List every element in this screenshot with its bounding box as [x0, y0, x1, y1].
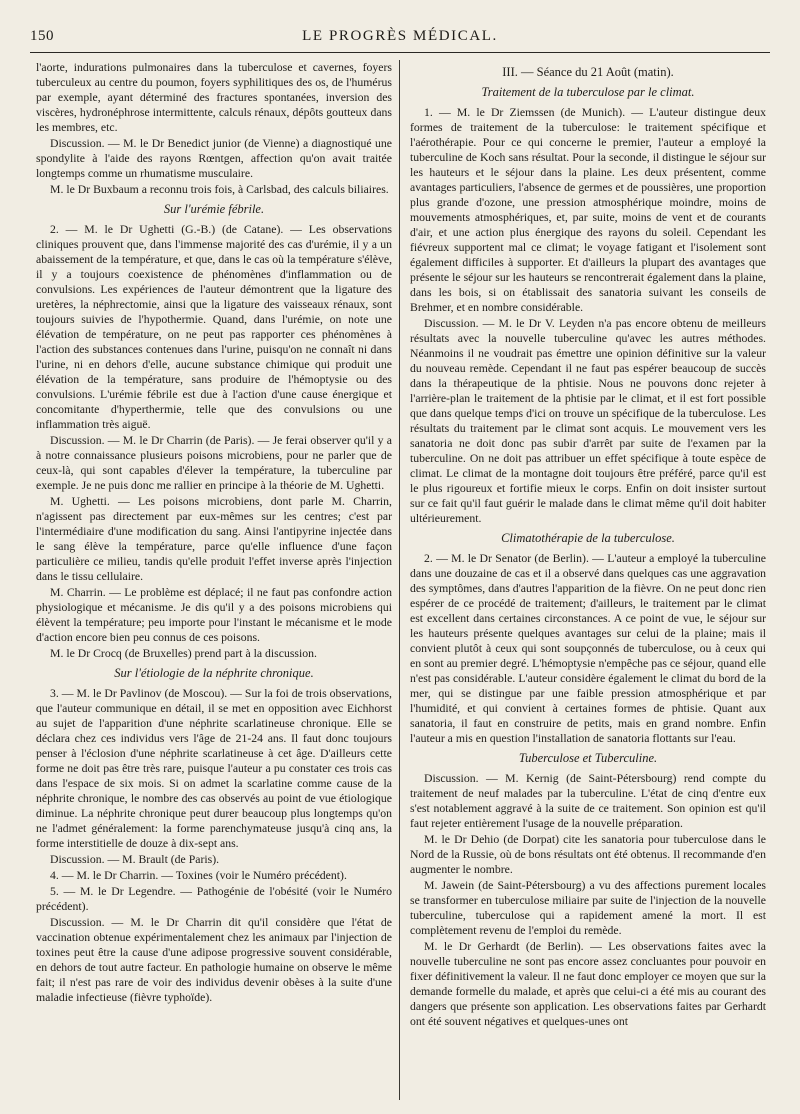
- paragraph: M. le Dr Dehio (de Dorpat) cite les sanatoria pour tuberculose dans le Nord de la Russie, où de bons résultats ont été obtenus. Il recommande d'en augmenter le nombre.: [410, 833, 766, 876]
- paragraph: M. Jawein (de Saint-Pétersbourg) a vu des affections purement locales se transformer en tuberculose miliaire par suite de l'injection de la nouvelle tuberculine, tuberculose qui a rapidement amené la mort. Il est complètement revenu de l'emploi du remède.: [410, 879, 766, 937]
- page-header: [30, 24, 770, 48]
- session-heading: III. — Séance du 21 Août (matin).: [502, 65, 674, 79]
- paragraph: Discussion. — M. Kernig (de Saint-Pétersbourg) rend compte du traitement de neuf malades par la tuberculine. L'état de cinq d'entre eux s'est notablement aggravé à la suite de ce traitement. Son opinion est qu'il faut rejeter entièrement l'usage de la nouvelle préparation.: [410, 772, 766, 830]
- paragraph: M. le Dr Crocq (de Bruxelles) prend part à la discussion.: [50, 647, 317, 660]
- page-number: 150: [30, 28, 54, 44]
- right-column: [410, 60, 766, 1100]
- column-divider: [399, 60, 400, 1100]
- paragraph: 1. — M. le Dr Ziemssen (de Munich). — L'auteur distingue deux formes de traitement de la tuberculose: le traitement spécifique et l'aérothérapie. Pour ce qui concerne le premier, l'auteur a employé la tuberculine de Koch sans résultat. Pour la seconde, il distingue le séjour sur les hauteurs et le séjour dans la plaine. Les deux présentent, comme avantages particuliers, l'absence de germes et de poussières, une proportion plus grande d'ozone, une pression atmosphérique moindre, moins de mouvements atmosphériques, et, par suite, moins de vent et de courants d'air, et une action plus énergique des rayons du soleil. Cependant les fiévreux supportent mal ce climat; le voyage fatigant et l'isolement sont également difficiles à supporter. Et d'ailleurs la plupart des avantages que présente le séjour sur les hauteurs se rencontrerait également dans la plaine, dans les bois, si on établissait des sanatoria suivant les conseils de Brehmer, et en nombre considérable.: [410, 106, 766, 314]
- paragraph: Discussion. — M. le Dr Charrin dit qu'il considère que l'état de vaccination obtenue expérimentalement chez les animaux par l'injection de toxines peut être la cause d'une adipose progressive souvent considérable, en dehors de tout autre facteur. En pathologie humaine on observe le même fait; il n'est pas rare de voir des individus devenir obèses à la suite d'une maladie infectieuse (fièvre typhoïde).: [36, 916, 392, 1004]
- paragraph: 2. — M. le Dr Ughetti (G.-B.) (de Catane). — Les observations cliniques prouvent que, dans l'immense majorité des cas d'urémie, il y a un abaissement de la température, et que, dans le cas où la température s'élève, il y a toujours coexistence de phénomènes d'inflammation ou de convulsions. Les expériences de l'auteur démontrent que la ligature des uretères, la néphrectomie, ainsi que la ligature des vaisseaux rénaux, sont toujours suivies de l'hypothermie. Quand, dans l'urémie, on note une élévation de température, on ne peut pas rapporter ces phénomènes à l'action des substances contenues dans l'urine, puisqu'on ne connaît ni dans l'urine, ni en dehors d'elle, aucune substance chimique qui produit une élévation de la température, sans produire de l'hémoptysie ou des convulsions. L'urémie fébrile est due à l'action d'une cause énergique et concomitante d'hyperthermie, telle que des convulsions ou une inflammation très aiguë.: [36, 223, 392, 431]
- paragraph: 4. — M. le Dr Charrin. — Toxines (voir le Numéro précédent).: [50, 869, 347, 882]
- paragraph: M. le Dr Gerhardt (de Berlin). — Les observations faites avec la nouvelle tuberculine ne sont pas encore assez concluantes pour pouvoir en fixer définitivement la valeur. Il ne faut donc employer ce moyen que sur la demande formelle du malade, et après que celui-ci a été mis au courant des dangers que présente son application. Les observations faites par Gerhardt ont été souvent négatives et quelques-unes ont: [410, 940, 766, 1028]
- section-heading: Climatothérapie de la tuberculose.: [501, 531, 675, 545]
- left-column: [36, 60, 392, 1100]
- paragraph: M. le Dr Buxbaum a reconnu trois fois, à Carlsbad, des calculs biliaires.: [50, 183, 389, 196]
- paragraph: Discussion. — M. Brault (de Paris).: [50, 853, 220, 866]
- paragraph: 2. — M. le Dr Senator (de Berlin). — L'auteur a employé la tuberculine dans une douzaine de cas et il a observé dans quelques cas une aggravation des symptômes, dans d'autres l'apparition de la fièvre. On ne peut donc rien espérer de ce procédé de traitement; d'ailleurs, le traitement par le climat est excellent dans certaines circonstances. A ce point de vue, le séjour sur les hauteurs présente quelques avantages sur celui de la plaine; mais il convient plutôt à ceux qui sont soupçonnés de tuberculose, ou à ceux qui en sont au premier degré. L'hémoptysie n'empêche pas ce séjour, quand elle n'est pas considérable. L'auteur considère également le climat du bord de la mer, qui se distingue par une faible pression atmosphérique et par l'humidité, et qui convient à certaines formes de phtisie. Quant aux sanatoria, il faut en construire de petits, mais en grand nombre. Enfin l'auteur a mis en question l'installation de sanatoria flottants sur l'eau.: [410, 552, 766, 745]
- journal-title: LE PROGRÈS MÉDICAL.: [302, 28, 498, 44]
- paragraph: Discussion. — M. le Dr V. Leyden n'a pas encore obtenu de meilleurs résultats avec la nouvelle tuberculine qu'avec les autres méthodes. Néanmoins il ne voudrait pas émettre une opinion définitive sur la valeur du nouveau remède. Cependant il ne faut pas espérer beaucoup de succès dans la thérapeutique de la phtisie. Nous ne pouvons donc rejeter à l'arrière-plan le traitement de la phtisie par le climat, et il est fort possible que dans quelque temps d'ici on trouve un spécifique de la tuberculose. Les résultats du traitement par le climat sont acquis. Le mouvement vers les sanatoria ne doit donc pas subir d'arrêt par suite de l'examen par la tuberculine. On ne doit pas attribuer un effet spécifique à toute espèce de climat. Le climat de la montagne doit toujours être préféré, parce qu'il est le plus rigoureux et fortifie mieux le corps. Enfin on doit insister surtout sur ce fait qu'il faut guérir le malade dans le climat même qu'il doit habiter ultérieurement.: [410, 317, 766, 525]
- header-rule: [30, 52, 770, 53]
- section-heading: Traitement de la tuberculose par le climat.: [481, 85, 695, 99]
- paragraph: M. Charrin. — Le problème est déplacé; il ne faut pas confondre action physiologique et mécanisme. Je dis qu'il y a des poisons microbiens qui élèvent la température; peu importe pour l'instant le mécanisme et le mode d'action encore bien peu connus de ces poisons.: [36, 586, 392, 644]
- section-heading: Tuberculose et Tuberculine.: [518, 751, 658, 765]
- paragraph: l'aorte, indurations pulmonaires dans la tuberculose et cavernes, foyers tuberculeux au centre du poumon, foyers syphilitiques des os, de l'humérus par exemple, ayant déterminé des fractures spontanées, inversion des viscères, hydronéphrose intermittente, calculs rénaux, dépôts goutteux dans les membres, etc.: [36, 61, 392, 134]
- paragraph: M. Ughetti. — Les poisons microbiens, dont parle M. Charrin, n'agissent pas directement par eux-mêmes sur les centres; c'est par l'intermédiaire d'une modification du sang. Ainsi l'antipyrine injectée dans le sang élève la température, parce qu'elle influence d'une façon particulière ce milieu, tandis qu'elle produit l'effet inverse après l'injection dans le tissu cellulaire.: [36, 495, 392, 583]
- paragraph: 3. — M. le Dr Pavlinov (de Moscou). — Sur la foi de trois observations, que l'auteur communique en détail, il se met en opposition avec Eichhorst au sujet de l'apparition d'une néphrite scarlatineuse chronique. Elle se déclara chez ces individus vers l'âge de 21-24 ans. Il faut donc toujours penser à l'éclosion d'une néphrite scarlatineuse à cet âge. D'ailleurs cette forme ne doit pas être très rare, puisque l'auteur a pu constater ces trois cas dans l'espace de six mois. Si on admet la scarlatine comme cause de la néphrite chronique, le nombre des cas observés au point de vue étiologique diminue. La néphrite chronique peut durer beaucoup plus longtemps qu'on ne l'admet généralement: la forme parenchymateuse jusqu'à cinq ans, la forme interstitielle de douze à dix-sept ans.: [36, 687, 392, 850]
- section-heading: Sur l'urémie fébrile.: [163, 202, 265, 216]
- paragraph: Discussion. — M. le Dr Charrin (de Paris). — Je ferai observer qu'il y a à notre connaissance plusieurs poisons microbiens, pour ne parler que de ceux-là, qui sont capables d'élever la température, la tuberculine par exemple. Je ne puis donc me rallier en principe à la théorie de M. Ughetti.: [36, 434, 392, 492]
- paragraph: 5. — M. le Dr Legendre. — Pathogénie de l'obésité (voir le Numéro précédent).: [36, 885, 392, 913]
- paragraph: Discussion. — M. le Dr Benedict junior (de Vienne) a diagnostiqué une spondylite à l'aide des rayons Rœntgen, affection qu'on avait traitée longtemps comme un rhumatisme musculaire.: [36, 137, 392, 180]
- section-heading: Sur l'étiologie de la néphrite chronique.: [114, 666, 314, 680]
